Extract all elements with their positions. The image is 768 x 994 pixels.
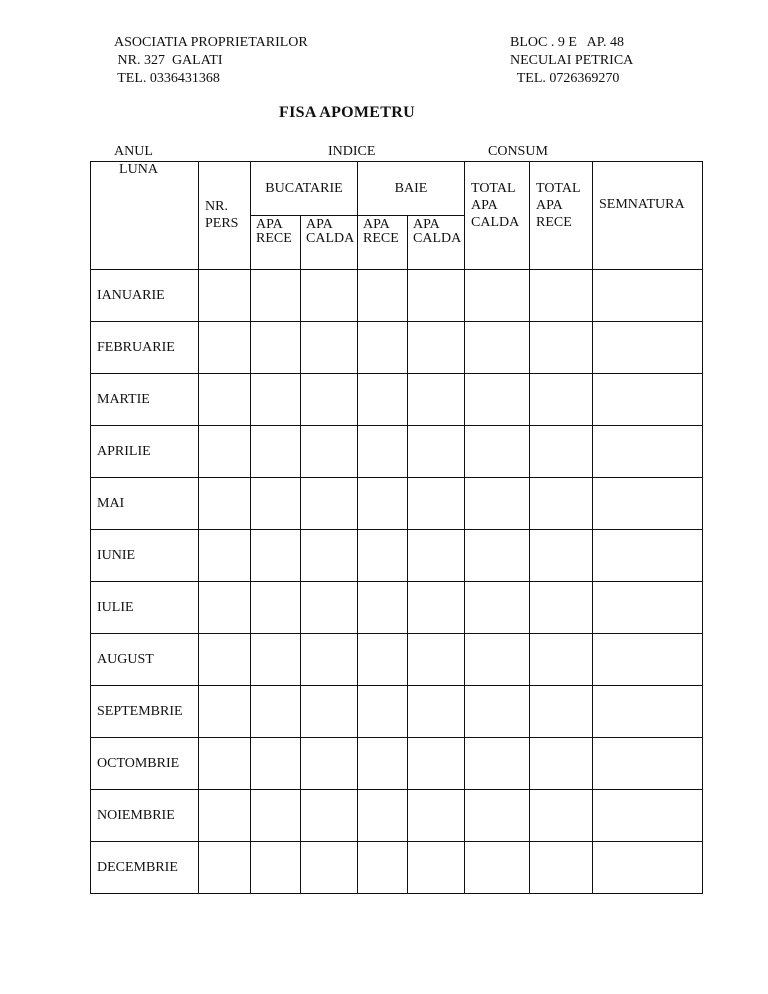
kitchen-hot-cell[interactable] — [301, 478, 358, 530]
month-name: OCTOMBRIE — [91, 738, 199, 790]
persons-cell[interactable] — [199, 478, 251, 530]
kitchen-cold-cell[interactable] — [251, 634, 301, 686]
persons-cell[interactable] — [199, 634, 251, 686]
total-cold-cell[interactable] — [530, 530, 593, 582]
signature-cell[interactable] — [593, 374, 703, 426]
kitchen-cold-cell[interactable] — [251, 478, 301, 530]
bathroom-cold-cell[interactable] — [358, 374, 408, 426]
month-name: APRILIE — [91, 426, 199, 478]
kitchen-hot-cell[interactable] — [301, 530, 358, 582]
table-row — [91, 478, 703, 530]
bathroom-cold-cell[interactable] — [358, 582, 408, 634]
table-row — [91, 582, 703, 634]
kitchen-cold-cell[interactable] — [251, 426, 301, 478]
month-name: SEPTEMBRIE — [91, 686, 199, 738]
persons-cell[interactable] — [199, 582, 251, 634]
kitchen-hot-cell[interactable] — [301, 686, 358, 738]
total-hot-cell[interactable] — [465, 582, 530, 634]
total-cold-cell[interactable] — [530, 738, 593, 790]
total-hot-water-header: TOTAL APA CALDA — [465, 162, 530, 270]
signature-cell[interactable] — [593, 634, 703, 686]
association-phone: TEL. 0336431368 — [114, 71, 220, 86]
persons-header: NR. PERS — [199, 162, 251, 270]
bathroom-cold-water-header: APA RECE — [358, 216, 408, 270]
kitchen-hot-cell[interactable] — [301, 790, 358, 842]
total-cold-cell[interactable] — [530, 322, 593, 374]
total-cold-cell[interactable] — [530, 582, 593, 634]
kitchen-hot-cell[interactable] — [301, 426, 358, 478]
persons-cell[interactable] — [199, 530, 251, 582]
table-header-row — [91, 162, 703, 216]
signature-cell[interactable] — [593, 842, 703, 894]
persons-cell[interactable] — [199, 270, 251, 322]
bathroom-hot-cell[interactable] — [408, 634, 465, 686]
kitchen-cold-cell[interactable] — [251, 686, 301, 738]
signature-cell[interactable] — [593, 270, 703, 322]
total-hot-cell[interactable] — [465, 478, 530, 530]
kitchen-hot-cell[interactable] — [301, 842, 358, 894]
total-cold-cell[interactable] — [530, 270, 593, 322]
kitchen-hot-cell[interactable] — [301, 374, 358, 426]
table-row — [91, 738, 703, 790]
total-hot-cell[interactable] — [465, 322, 530, 374]
table-row — [91, 374, 703, 426]
persons-cell[interactable] — [199, 790, 251, 842]
bathroom-cold-cell[interactable] — [358, 530, 408, 582]
kitchen-cold-cell[interactable] — [251, 270, 301, 322]
month-name: IUNIE — [91, 530, 199, 582]
table-row — [91, 322, 703, 374]
bathroom-cold-cell[interactable] — [358, 842, 408, 894]
kitchen-cold-cell[interactable] — [251, 790, 301, 842]
association-name: ASOCIATIA PROPRIETARILOR — [114, 35, 308, 50]
bathroom-hot-cell[interactable] — [408, 738, 465, 790]
page-title: FISA APOMETRU — [279, 104, 415, 121]
total-hot-cell[interactable] — [465, 686, 530, 738]
signature-header: SEMNATURA — [593, 162, 703, 270]
bathroom-hot-cell[interactable] — [408, 426, 465, 478]
month-name: IULIE — [91, 582, 199, 634]
bathroom-cold-cell[interactable] — [358, 738, 408, 790]
kitchen-header: BUCATARIE — [251, 162, 358, 216]
bathroom-header: BAIE — [358, 162, 465, 216]
signature-cell[interactable] — [593, 790, 703, 842]
month-name: FEBRUARIE — [91, 322, 199, 374]
apartment-info: BLOC . 9 E AP. 48 — [510, 35, 624, 50]
signature-cell[interactable] — [593, 738, 703, 790]
bathroom-hot-cell[interactable] — [408, 270, 465, 322]
bathroom-cold-cell[interactable] — [358, 478, 408, 530]
signature-cell[interactable] — [593, 322, 703, 374]
month-rows — [91, 270, 703, 894]
kitchen-cold-water-header: APA RECE — [251, 216, 301, 270]
bathroom-hot-cell[interactable] — [408, 530, 465, 582]
total-hot-cell[interactable] — [465, 842, 530, 894]
kitchen-hot-cell[interactable] — [301, 322, 358, 374]
total-hot-cell[interactable] — [465, 374, 530, 426]
bathroom-cold-cell[interactable] — [358, 686, 408, 738]
total-cold-cell[interactable] — [530, 374, 593, 426]
persons-cell[interactable] — [199, 322, 251, 374]
bathroom-cold-cell[interactable] — [358, 634, 408, 686]
kitchen-hot-cell[interactable] — [301, 270, 358, 322]
kitchen-hot-cell[interactable] — [301, 738, 358, 790]
kitchen-hot-cell[interactable] — [301, 634, 358, 686]
kitchen-cold-cell[interactable] — [251, 374, 301, 426]
total-hot-cell[interactable] — [465, 270, 530, 322]
signature-cell[interactable] — [593, 582, 703, 634]
kitchen-cold-cell[interactable] — [251, 530, 301, 582]
kitchen-hot-water-header: APA CALDA — [301, 216, 358, 270]
total-hot-cell[interactable] — [465, 634, 530, 686]
persons-cell[interactable] — [199, 738, 251, 790]
total-cold-cell[interactable] — [530, 478, 593, 530]
total-hot-cell[interactable] — [465, 530, 530, 582]
bathroom-hot-cell[interactable] — [408, 582, 465, 634]
water-meter-table — [90, 161, 703, 894]
persons-cell[interactable] — [199, 842, 251, 894]
persons-cell[interactable] — [199, 426, 251, 478]
persons-cell[interactable] — [199, 686, 251, 738]
month-header: LUNA — [91, 162, 199, 270]
month-name: MARTIE — [91, 374, 199, 426]
year-label: ANUL — [114, 144, 153, 159]
bathroom-cold-cell[interactable] — [358, 270, 408, 322]
table-row — [91, 790, 703, 842]
table-row — [91, 426, 703, 478]
bathroom-cold-cell[interactable] — [358, 790, 408, 842]
table-row — [91, 530, 703, 582]
table-row — [91, 270, 703, 322]
bathroom-hot-water-header: APA CALDA — [408, 216, 465, 270]
owner-name: NECULAI PETRICA — [510, 53, 634, 68]
bathroom-cold-cell[interactable] — [358, 322, 408, 374]
association-address: NR. 327 GALATI — [114, 53, 223, 68]
bathroom-hot-cell[interactable] — [408, 322, 465, 374]
total-hot-cell[interactable] — [465, 790, 530, 842]
total-cold-cell[interactable] — [530, 686, 593, 738]
total-cold-cell[interactable] — [530, 790, 593, 842]
month-name: IANUARIE — [91, 270, 199, 322]
month-name: MAI — [91, 478, 199, 530]
bathroom-hot-cell[interactable] — [408, 478, 465, 530]
kitchen-cold-cell[interactable] — [251, 322, 301, 374]
total-cold-cell[interactable] — [530, 634, 593, 686]
signature-cell[interactable] — [593, 686, 703, 738]
month-name: AUGUST — [91, 634, 199, 686]
signature-cell[interactable] — [593, 530, 703, 582]
month-name: NOIEMBRIE — [91, 790, 199, 842]
bathroom-hot-cell[interactable] — [408, 842, 465, 894]
kitchen-cold-cell[interactable] — [251, 582, 301, 634]
index-label: INDICE — [328, 144, 376, 159]
consumption-label: CONSUM — [488, 144, 548, 159]
total-hot-cell[interactable] — [465, 738, 530, 790]
table-row — [91, 686, 703, 738]
total-cold-cell[interactable] — [530, 426, 593, 478]
signature-cell[interactable] — [593, 478, 703, 530]
kitchen-cold-cell[interactable] — [251, 738, 301, 790]
bathroom-hot-cell[interactable] — [408, 686, 465, 738]
bathroom-cold-cell[interactable] — [358, 426, 408, 478]
table-row — [91, 842, 703, 894]
signature-cell[interactable] — [593, 426, 703, 478]
persons-cell[interactable] — [199, 374, 251, 426]
owner-phone: TEL. 0726369270 — [510, 71, 620, 86]
table-row — [91, 634, 703, 686]
total-cold-water-header: TOTAL APA RECE — [530, 162, 593, 270]
kitchen-hot-cell[interactable] — [301, 582, 358, 634]
total-hot-cell[interactable] — [465, 426, 530, 478]
month-name: DECEMBRIE — [91, 842, 199, 894]
total-cold-cell[interactable] — [530, 842, 593, 894]
bathroom-hot-cell[interactable] — [408, 790, 465, 842]
kitchen-cold-cell[interactable] — [251, 842, 301, 894]
bathroom-hot-cell[interactable] — [408, 374, 465, 426]
